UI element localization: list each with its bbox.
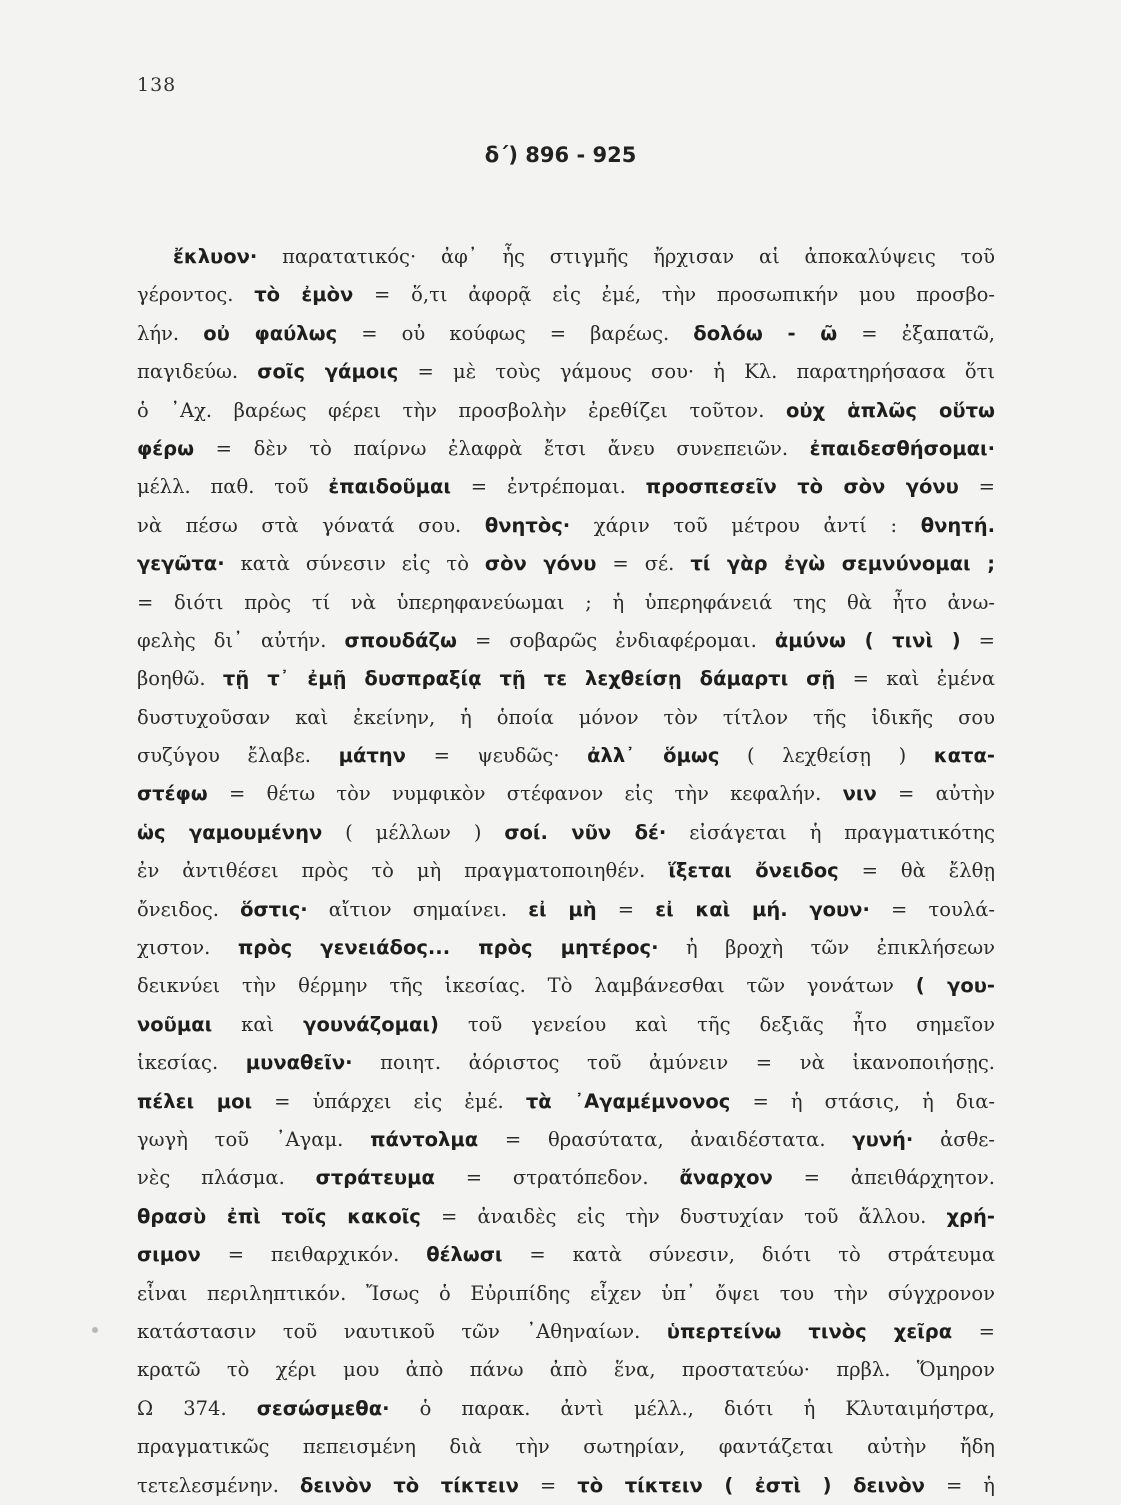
- text-line: [137, 929, 995, 967]
- lemma-term: ἄναρχον: [679, 1166, 773, 1190]
- text-line: [137, 699, 995, 737]
- lemma-term: οὐ φαύλως: [203, 321, 338, 345]
- text-line: [137, 353, 995, 391]
- gloss-text: πραγματικῶς πεπεισμένη διὰ τὴν σωτηρίαν, φαντάζεται αὐτὴν ἤδη: [137, 1435, 995, 1459]
- gloss-text: = ὑπάρχει εἰς ἐμέ.: [252, 1089, 526, 1113]
- gloss-text: = διότι πρὸς τί νὰ ὑπερηφανεύωμαι ; ἡ ὑπερηφάνειά της θὰ ἦτο ἀνω-: [137, 590, 995, 614]
- gloss-text: χάριν τοῦ μέτρου ἀντί :: [570, 513, 921, 537]
- text-line: [137, 1275, 995, 1313]
- text-line: [137, 1121, 995, 1159]
- gloss-text: ὁ παρακ. ἀντὶ μέλλ., διότι ἡ Κλυταιμήστρα,: [389, 1396, 995, 1420]
- gloss-text: =: [596, 897, 656, 921]
- text-line: [137, 315, 995, 353]
- lemma-term: ( γου-: [915, 974, 995, 998]
- lemma-term: σπουδάζω: [344, 628, 457, 652]
- margin-speck: [92, 1327, 98, 1333]
- gloss-text: ἀσθε-: [913, 1127, 995, 1151]
- gloss-text: = σοβαρῶς ἐνδιαφέρομαι.: [457, 628, 775, 652]
- gloss-text: = καὶ ἐμένα: [835, 667, 995, 691]
- text-line: [137, 737, 995, 775]
- gloss-text: =: [952, 1319, 995, 1343]
- gloss-text: = θρασύτατα, ἀναιδέστατα.: [478, 1127, 853, 1151]
- lemma-term: ἀμύνω ( τινὶ ): [774, 628, 961, 652]
- lemma-term: ἔκλυον·: [173, 245, 258, 268]
- lemma-term: χρή-: [946, 1204, 995, 1228]
- lemma-term: δεινὸν τὸ τίκτειν: [299, 1473, 519, 1497]
- gloss-text: ( λεχθείσῃ ): [719, 744, 934, 768]
- lemma-term: θνητὸς·: [484, 513, 571, 537]
- lemma-term: στράτευμα: [315, 1166, 435, 1190]
- gloss-text: =: [518, 1473, 578, 1497]
- gloss-text: = τουλά-: [869, 897, 995, 921]
- text-line: [137, 584, 995, 622]
- gloss-text: αἴτιον σημαίνει.: [307, 897, 529, 921]
- lemma-term: ἵξεται ὄνειδος: [668, 859, 839, 883]
- text-line: [137, 1313, 995, 1351]
- text-line: [137, 507, 995, 545]
- gloss-text: καὶ: [212, 1012, 304, 1036]
- text-line: [137, 852, 995, 890]
- gloss-text: = ψευδῶς·: [405, 744, 588, 768]
- gloss-text: εἶναι περιληπτικόν. Ἴσως ὁ Εὐριπίδης εἶχεν ὑπ᾽ ὄψει του τὴν σύγχρονον: [137, 1281, 995, 1305]
- lemma-term: ἐπαιδεσθήσομαι·: [809, 436, 995, 460]
- text-line: [137, 1428, 995, 1466]
- gloss-text: ὄνειδος.: [137, 897, 241, 921]
- gloss-text: = ἡ: [924, 1473, 995, 1497]
- gloss-text: = ὅ,τι ἀφορᾷ εἰς ἐμέ, τὴν προσωπικήν μου προσβο-: [353, 283, 995, 307]
- lemma-term: γυνή·: [852, 1127, 914, 1151]
- page-number: 138: [137, 74, 177, 96]
- gloss-text: ἡ βροχὴ τῶν ἐπικλήσεων: [658, 936, 995, 960]
- text-line: [137, 1044, 995, 1082]
- lemma-term: πρὸς γενειάδος... πρὸς μητέρος·: [237, 936, 659, 960]
- gloss-text: τοῦ γενείου καὶ τῆς δεξιᾶς ἦτο σημεῖον: [438, 1012, 995, 1036]
- lemma-term: μυναθεῖν·: [245, 1051, 353, 1075]
- gloss-text: = ἐξαπατῶ,: [837, 321, 995, 345]
- text-line: [137, 814, 995, 852]
- lemma-term: τῇ τ᾽ ἐμῇ δυσπραξίᾳ τῇ τε λεχθείσῃ δάμαρτι σῇ: [222, 667, 836, 691]
- gloss-text: δεικνύει τὴν θέρμην τῆς ἱκεσίας. Τὸ λαμβάνεσθαι τῶν γονάτων: [137, 974, 916, 998]
- gloss-text: εἰσάγεται ἡ πραγματικότης: [666, 820, 995, 844]
- gloss-text: συζύγου ἔλαβε.: [137, 744, 339, 768]
- gloss-text: νὲς πλάσμα.: [137, 1166, 316, 1190]
- gloss-text: = κατὰ σύνεσιν, διότι τὸ στράτευμα: [502, 1243, 995, 1267]
- lemma-term: σιμον: [137, 1243, 201, 1267]
- lemma-term: στέφω: [137, 782, 208, 806]
- gloss-text: = μὲ τοὺς γάμους σου· ἡ Κλ. παρατηρήσασα ὅτι: [398, 360, 995, 384]
- gloss-text: = θὰ ἔλθῃ: [838, 859, 995, 883]
- gloss-text: Ω 374.: [137, 1396, 257, 1420]
- lemma-term: πάντολμα: [370, 1127, 479, 1151]
- gloss-text: ἱκεσίας.: [137, 1051, 246, 1075]
- section-heading: δ΄) 896 - 925: [484, 143, 637, 167]
- lemma-term: κατα-: [933, 744, 995, 768]
- gloss-text: παγιδεύω.: [137, 360, 258, 384]
- gloss-text: κατὰ σύνεσιν εἰς τὸ: [224, 552, 485, 576]
- gloss-text: τετελεσμένην.: [137, 1473, 300, 1497]
- lemma-term: ἀλλ᾽ ὅμως: [587, 744, 720, 768]
- gloss-text: = ἐντρέπομαι.: [451, 475, 646, 499]
- gloss-text: = σέ.: [596, 552, 691, 576]
- lemma-term: σοί. νῦν δέ·: [504, 820, 667, 844]
- text-line: [137, 1351, 995, 1389]
- lemma-term: φέρω: [137, 436, 195, 460]
- gloss-text: = ἀναιδὲς εἰς τὴν δυστυχίαν τοῦ ἄλλου.: [420, 1204, 947, 1228]
- text-line: [137, 1198, 995, 1236]
- lemma-term: σοῖς γάμοις: [257, 360, 399, 384]
- lemma-term: μάτην: [338, 744, 406, 768]
- gloss-text: κρατῶ τὸ χέρι μου ἀπὸ πάνω ἀπὸ ἕνα, προστατεύω· πρβλ. Ὅμηρον: [137, 1358, 995, 1382]
- text-line: [137, 775, 995, 813]
- gloss-text: = θέτω τὸν νυμφικὸν στέφανον εἰς τὴν κεφαλήν.: [207, 782, 843, 806]
- text-line: [137, 238, 995, 276]
- gloss-text: = ἡ στάσις, ἡ δια-: [730, 1089, 995, 1113]
- gloss-text: ( μέλλων ): [322, 820, 505, 844]
- lemma-term: σεσώσμεθα·: [256, 1396, 390, 1420]
- lemma-term: σὸν γόνυ: [484, 552, 597, 576]
- lemma-term: θρασὺ ἐπὶ τοῖς κακοῖς: [137, 1204, 421, 1228]
- lemma-term: ὑπερτείνω τινὸς χεῖρα: [666, 1319, 953, 1343]
- gloss-text: =: [960, 628, 995, 652]
- gloss-text: γωγὴ τοῦ ᾽Αγαμ.: [137, 1127, 371, 1151]
- gloss-text: φελὴς δι᾽ αὐτήν.: [137, 628, 345, 652]
- text-line: [137, 545, 995, 583]
- gloss-text: = πειθαρχικόν.: [200, 1243, 427, 1267]
- text-line: [137, 392, 995, 430]
- gloss-text: νὰ πέσω στὰ γόνατά σου.: [137, 513, 485, 537]
- lemma-term: οὐχ ἁπλῶς οὕτω: [785, 398, 995, 422]
- text-line: [137, 1006, 995, 1044]
- lemma-term: τὸ τίκτειν ( ἐστὶ ) δεινὸν: [577, 1473, 925, 1497]
- gloss-text: =: [958, 475, 995, 499]
- lemma-term: πέλει μοι: [137, 1089, 253, 1113]
- lemma-term: τὰ ᾽Αγαμέμνονος: [525, 1089, 731, 1113]
- gloss-text: = δὲν τὸ παίρνω ἐλαφρὰ ἔτσι ἄνευ συνεπειῶν.: [194, 436, 810, 460]
- text-line: [137, 1390, 995, 1428]
- gloss-text: = στρατόπεδον.: [434, 1166, 680, 1190]
- gloss-text: γέροντος.: [137, 283, 255, 307]
- lemma-term: εἰ μὴ: [528, 897, 597, 921]
- lemma-term: ὅστις·: [240, 897, 308, 921]
- gloss-text: παρατατικός· ἀφ᾽ ἧς στιγμῆς ἤρχισαν αἱ ἀποκαλύψεις τοῦ: [257, 245, 995, 268]
- text-line: [137, 1467, 995, 1505]
- lemma-term: ὡς γαμουμένην: [137, 820, 323, 844]
- lemma-term: νιν: [842, 782, 877, 806]
- text-line: [137, 1083, 995, 1121]
- gloss-text: ποιητ. ἀόριστος τοῦ ἀμύνειν = νὰ ἱκανοποιήσῃς.: [352, 1051, 995, 1075]
- gloss-text: = αὐτὴν: [876, 782, 995, 806]
- lemma-term: νοῦμαι: [137, 1012, 213, 1036]
- gloss-text: ἐν ἀντιθέσει πρὸς τὸ μὴ πραγματοποιηθέν.: [137, 859, 669, 883]
- gloss-text: ὁ ᾽Αχ. βαρέως φέρει τὴν προσβολὴν ἐρεθίζει τοῦτον.: [137, 398, 786, 422]
- gloss-text: κατάστασιν τοῦ ναυτικοῦ τῶν ᾽Αθηναίων.: [137, 1319, 667, 1343]
- gloss-text: δυστυχοῦσαν καὶ ἐκείνην, ἡ ὁποία μόνον τὸν τίτλον τῆς ἰδικῆς σου: [137, 705, 995, 729]
- text-line: [137, 622, 995, 660]
- text-line: [137, 891, 995, 929]
- commentary-body: [137, 238, 995, 1505]
- lemma-term: ἐπαιδοῦμαι: [328, 475, 451, 499]
- lemma-term: δολόω - ῶ: [693, 321, 838, 345]
- text-line: [137, 430, 995, 468]
- gloss-text: μέλλ. παθ. τοῦ: [137, 475, 329, 499]
- gloss-text: = οὐ κούφως = βαρέως.: [337, 321, 694, 345]
- gloss-text: = ἀπειθάρχητον.: [772, 1166, 995, 1190]
- text-line: [137, 1236, 995, 1274]
- lemma-term: θνητή.: [920, 513, 995, 537]
- lemma-term: εἰ καὶ μή. γουν·: [655, 897, 870, 921]
- text-line: [137, 967, 995, 1005]
- text-line: [137, 1159, 995, 1197]
- gloss-text: χιστον.: [137, 936, 238, 960]
- lemma-term: προσπεσεῖν τὸ σὸν γόνυ: [645, 475, 959, 499]
- lemma-term: τί γὰρ ἐγὼ σεμνύνομαι ;: [690, 552, 995, 576]
- lemma-term: γεγῶτα·: [137, 552, 225, 576]
- lemma-term: γουνάζομαι): [303, 1012, 439, 1036]
- text-line: [137, 660, 995, 698]
- text-line: [137, 468, 995, 506]
- gloss-text: βοηθῶ.: [137, 667, 223, 691]
- gloss-text: λήν.: [137, 321, 204, 345]
- lemma-term: θέλωσι: [426, 1243, 503, 1267]
- text-line: [137, 276, 995, 314]
- lemma-term: τὸ ἐμὸν: [254, 283, 354, 307]
